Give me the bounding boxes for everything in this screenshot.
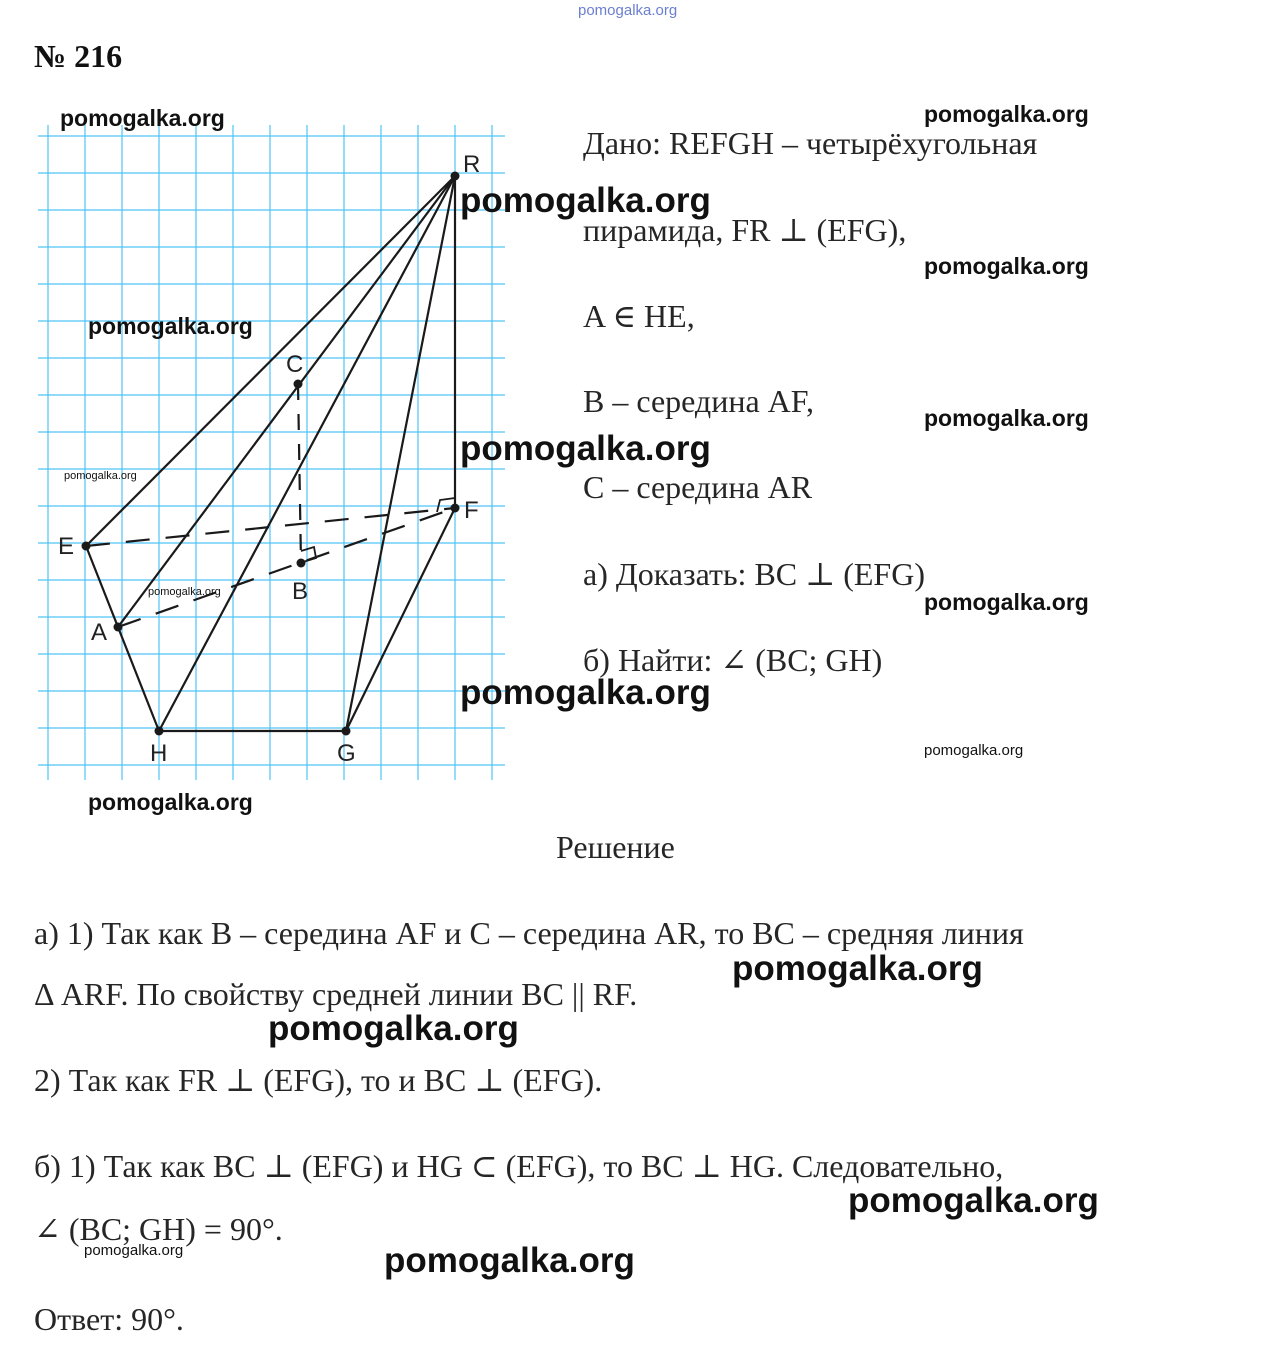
- problem-number: № 216: [34, 38, 123, 74]
- watermark: pomogalka.org: [924, 253, 1089, 279]
- watermark: pomogalka.org: [924, 742, 1024, 759]
- label-B: B: [292, 578, 309, 605]
- point-E: [82, 542, 91, 551]
- watermark: pomogalka.org: [460, 429, 711, 468]
- solution-line-1: а) 1) Так как B – середина AF и C – середина AR, то BC – средняя линия: [34, 915, 1024, 951]
- edge-RA: [118, 176, 455, 627]
- watermark: pomogalka.org: [384, 1241, 635, 1280]
- segment-CB-dashed: [298, 384, 301, 563]
- top-watermark: pomogalka.org: [578, 2, 678, 19]
- watermark: pomogalka.org: [848, 1181, 1099, 1220]
- answer-line: Ответ: 90°.: [34, 1301, 184, 1337]
- watermark: pomogalka.org: [88, 789, 253, 815]
- solution-heading: Решение: [556, 829, 675, 865]
- point-B: [297, 559, 306, 568]
- given-line-7: б) Найти: ∠ (BC; GH): [583, 642, 883, 678]
- label-C: C: [286, 351, 304, 378]
- watermark: pomogalka.org: [84, 1242, 184, 1259]
- label-E: E: [58, 533, 75, 560]
- edge-RG: [346, 176, 455, 731]
- watermark: pomogalka.org: [148, 586, 221, 598]
- solution-line-2: Δ ARF. По свойству средней линии BC || RF.: [34, 976, 638, 1012]
- watermark: pomogalka.org: [924, 589, 1089, 615]
- label-F: F: [464, 497, 479, 524]
- point-C: [294, 380, 303, 389]
- solution-line-3: 2) Так как FR ⊥ (EFG), то и BC ⊥ (EFG).: [34, 1062, 603, 1098]
- given-line-4: B – середина AF,: [583, 383, 814, 419]
- watermark: pomogalka.org: [924, 405, 1089, 431]
- solution-line-5: ∠ (BC; GH) = 90°.: [34, 1211, 283, 1247]
- watermark: pomogalka.org: [64, 470, 137, 482]
- point-H: [155, 727, 164, 736]
- solution-line-4: б) 1) Так как BC ⊥ (EFG) и HG ⊂ (EFG), то BC ⊥ HG. Следовательно,: [34, 1148, 1004, 1184]
- given-line-3: A ∈ HE,: [583, 298, 695, 334]
- label-H: H: [150, 740, 168, 767]
- point-F: [451, 504, 460, 513]
- watermark: pomogalka.org: [460, 673, 711, 712]
- given-line-6: а) Доказать: BC ⊥ (EFG): [583, 556, 925, 592]
- label-A: A: [91, 619, 108, 646]
- watermark: pomogalka.org: [88, 313, 253, 339]
- point-G: [342, 727, 351, 736]
- grid: [38, 125, 505, 780]
- given-line-1: Дано: REFGH – четырёхугольная: [583, 125, 1038, 161]
- watermark: pomogalka.org: [60, 105, 225, 131]
- label-G: G: [337, 740, 356, 767]
- given-line-5: C – середина AR: [583, 469, 813, 505]
- watermark: pomogalka.org: [732, 949, 983, 988]
- watermark: pomogalka.org: [460, 181, 711, 220]
- label-R: R: [463, 151, 481, 178]
- point-R: [451, 172, 460, 181]
- watermark: pomogalka.org: [924, 101, 1089, 127]
- watermark: pomogalka.org: [268, 1009, 519, 1048]
- given-line-2: пирамида, FR ⊥ (EFG),: [583, 212, 907, 248]
- point-A: [114, 623, 123, 632]
